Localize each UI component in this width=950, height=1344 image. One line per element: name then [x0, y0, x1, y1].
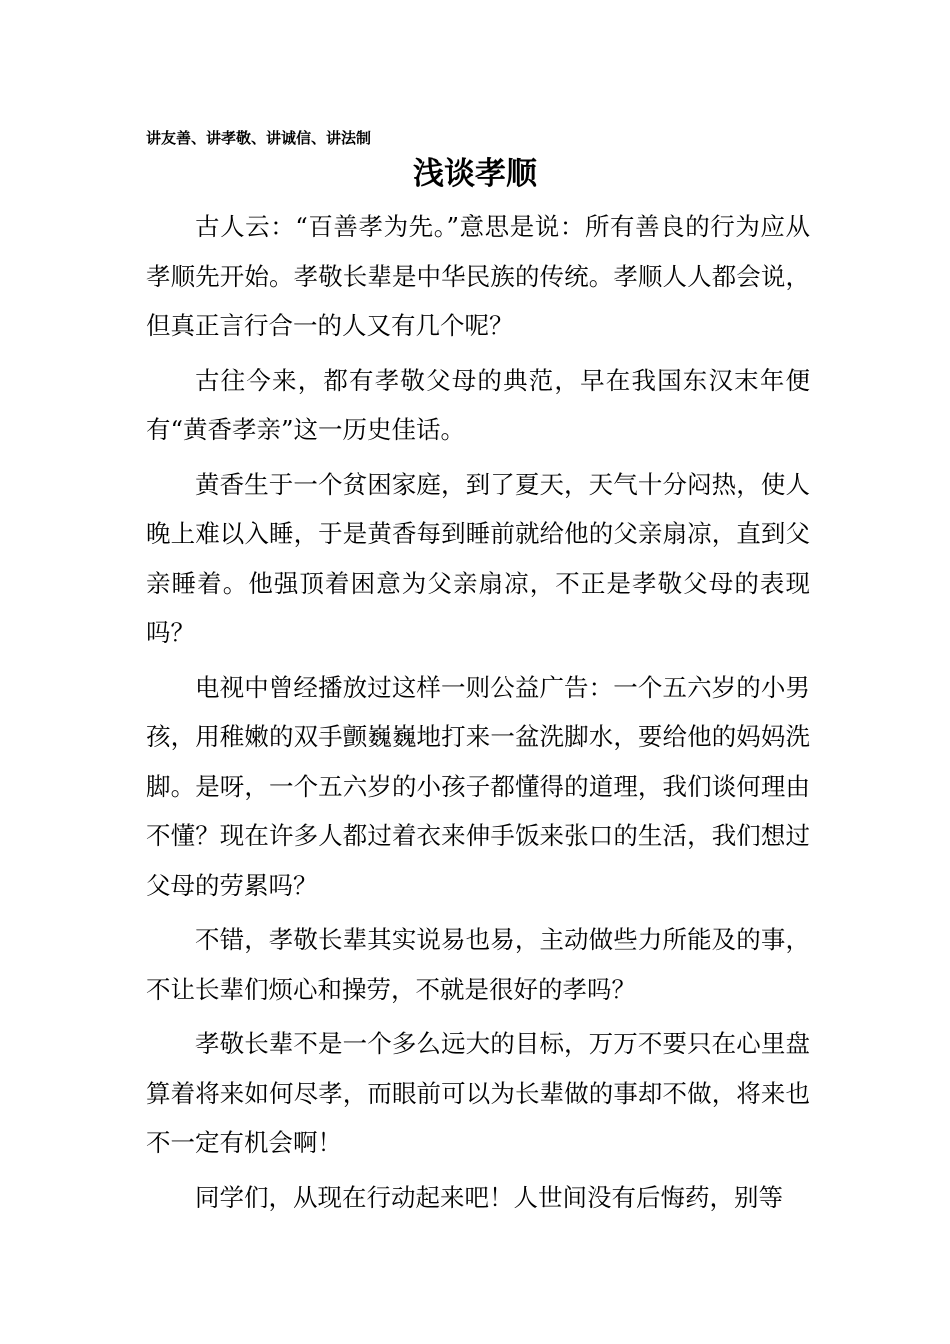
paragraph: 古往今来，都有孝敬父母的典范，早在我国东汉末年便有“黄香孝亲”这一历史佳话。 [146, 365, 810, 444]
paragraph: 电视中曾经播放过这样一则公益广告：一个五六岁的小男孩，用稚嫩的双手颤巍巍地打来一盆洗脚水，要给他的妈妈洗脚。是呀，一个五六岁的小孩子都懂得的道理，我们谈何理由不懂？现在许多人都过着衣来伸手饭来张口的生活，我们想过父母的劳累吗？ [146, 672, 810, 900]
paragraph: 孝敬长辈不是一个多么远大的目标，万万不要只在心里盘算着将来如何尽孝，而眼前可以为长辈做的事却不做，将来也不一定有机会啊！ [146, 1029, 810, 1157]
paragraph: 同学们，从现在行动起来吧！人世间没有后悔药，别等 [195, 1182, 783, 1212]
paragraph: 黄香生于一个贫困家庭，到了夏天，天气十分闷热，使人晚上难以入睡，于是黄香每到睡前就给他的父亲扇凉，直到父亲睡着。他强顶着困意为父亲扇凉，不正是孝敬父母的表现吗？ [146, 469, 810, 647]
body-text [146, 202, 810, 1227]
paragraph: 不错，孝敬长辈其实说易也易，主动做些力所能及的事，不让长辈们烦心和操劳，不就是很好的孝吗？ [146, 925, 810, 1004]
paragraph: 古人云：“百善孝为先。”意思是说：所有善良的行为应从孝顺先开始。孝敬长辈是中华民族的传统。孝顺人人都会说，但真正言行合一的人又有几个呢？ [146, 212, 810, 340]
header-line: 讲友善、讲孝敬、讲诚信、讲法制 [146, 129, 372, 147]
document-title: 浅谈孝顺 [413, 156, 537, 192]
